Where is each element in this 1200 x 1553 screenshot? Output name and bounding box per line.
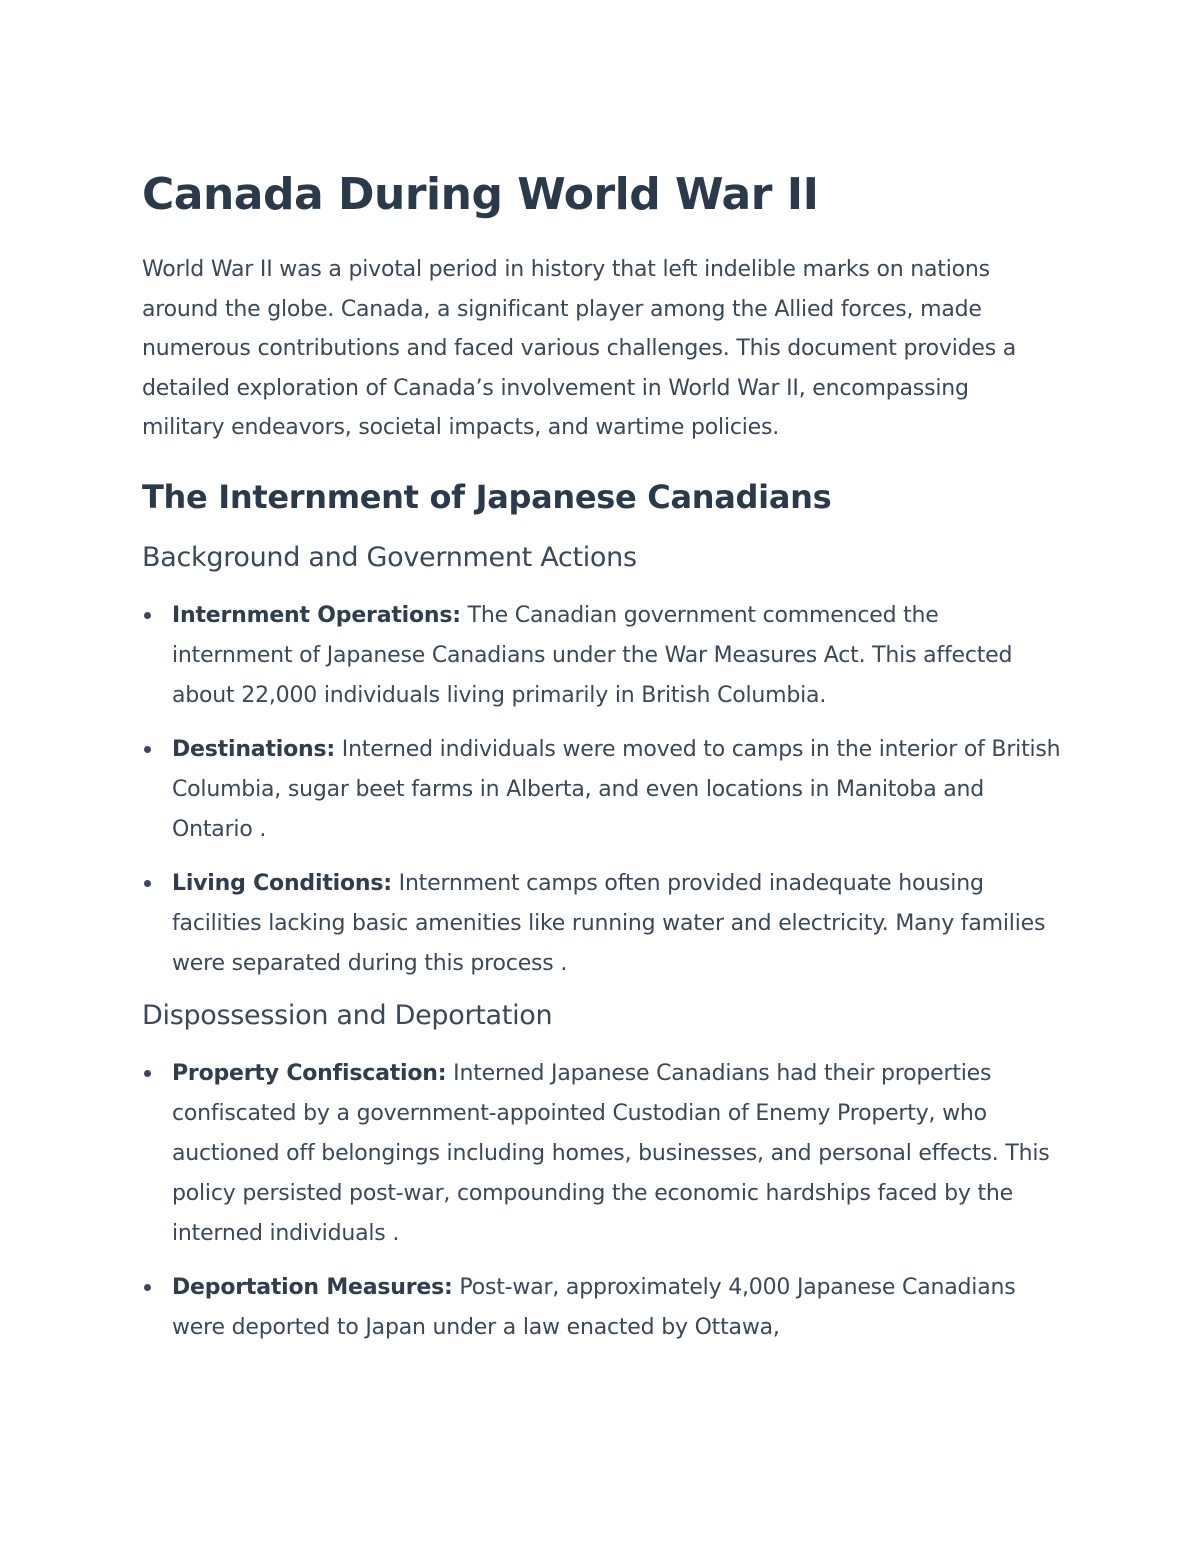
section-heading: The Internment of Japanese Canadians	[142, 477, 832, 516]
intro-paragraph: World War II was a pivotal period in history that left indelible marks on nations around the globe. Canada, a significant player among the Allied forces, made numerous contributions and faced various challenges. This document provides a detailed exploration of Canada’s involvement in World War II, encompassing military endeavors, societal impacts, and wartime policies.	[142, 257, 1017, 441]
list-item-text: Internment camps often provided inadequate housing facilities lacking basic amenities like running water and electricity. Many families were separated during this process .	[172, 870, 1046, 976]
list-item-text: Interned individuals were moved to camps in the interior of British Columbia, sugar beet farms in Alberta, and even locations in Manitoba and Ontario .	[172, 736, 1061, 842]
list-item	[142, 1268, 1062, 1348]
list-item-text: Interned Japanese Canadians had their properties confiscated by a government-appointed Custodian of Enemy Property, who auctioned off belongings including homes, businesses, and personal effects. This policy persisted post-war, compounding the economic hardships faced by the interned individuals .	[172, 1060, 1050, 1246]
bullet-icon	[144, 880, 151, 887]
document-title: Canada During World War II	[142, 169, 819, 220]
list-item	[142, 1054, 1062, 1254]
list-item-term: Property Confiscation:	[172, 1060, 447, 1086]
list-item-text: Post-war, approximately 4,000 Japanese Canadians were deported to Japan under a law enacted by Ottawa,	[172, 1274, 1016, 1340]
bullet-icon	[144, 612, 151, 619]
bullet-icon	[144, 1070, 151, 1077]
document-page	[142, 166, 1062, 1362]
list-item-term: Destinations:	[172, 736, 335, 762]
bullet-icon	[144, 1284, 151, 1291]
list-item	[142, 596, 1062, 716]
bullet-list	[142, 1054, 1062, 1348]
bullet-icon	[144, 746, 151, 753]
list-item-term: Internment Operations:	[172, 602, 461, 628]
subsection-background	[142, 540, 1062, 984]
list-item-term: Deportation Measures:	[172, 1274, 453, 1300]
list-item-term: Living Conditions:	[172, 870, 392, 896]
list-item	[142, 864, 1062, 984]
list-item	[142, 730, 1062, 850]
subsection-dispossession	[142, 998, 1062, 1348]
subsection-heading: Background and Government Actions	[142, 541, 637, 573]
subsection-heading: Dispossession and Deportation	[142, 999, 553, 1031]
list-item-text: The Canadian government commenced the internment of Japanese Canadians under the War Measures Act. This affected about 22,000 individuals living primarily in British Columbia.	[172, 602, 1013, 708]
bullet-list	[142, 596, 1062, 984]
